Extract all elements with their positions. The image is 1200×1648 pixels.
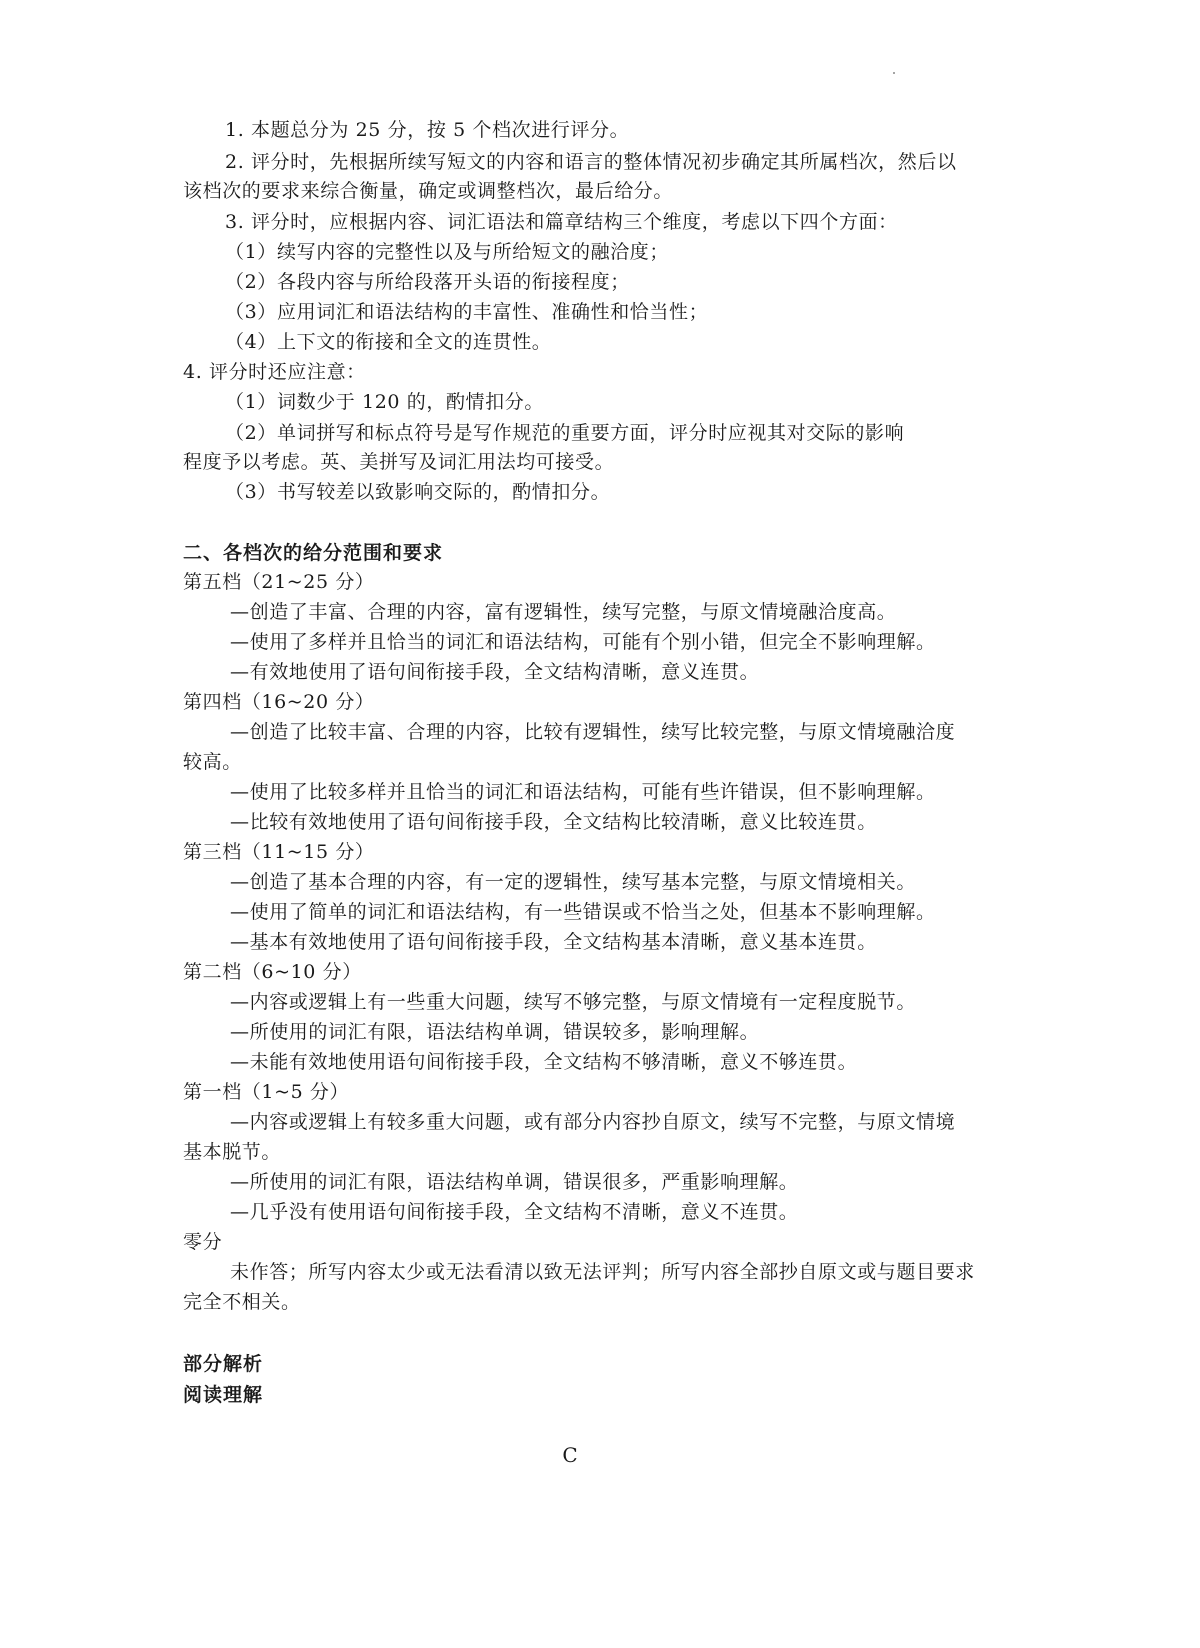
level-5-line-1: —创造了丰富、合理的内容，富有逻辑性，续写完整，与原文情境融洽度高。	[230, 601, 897, 623]
item-text: 续写内容的完整性以及与所给短文的融洽度；	[277, 241, 670, 263]
rule-3-item-4	[225, 330, 551, 354]
level-3-line-2: —使用了简单的词汇和语法结构，有一些错误或不恰当之处，但基本不影响理解。	[230, 901, 936, 923]
level-4-title: 第四档（16~20 分）	[183, 691, 375, 713]
item-text: 单词拼写和标点符号是写作规范的重要方面，评分时应视其对交际的影响	[277, 422, 905, 444]
scan-speck	[893, 72, 895, 74]
level-1-line-3: —几乎没有使用语句间衔接手段，全文结构不清晰，意义不连贯。	[230, 1201, 799, 1223]
rule-4: 4. 评分时还应注意：	[183, 361, 366, 383]
level-4-line-1: —创造了比较丰富、合理的内容，比较有逻辑性，续写比较完整，与原文情境融洽度	[230, 721, 956, 743]
level-1-line-2: —所使用的词汇有限，语法结构单调，错误很多，严重影响理解。	[230, 1171, 799, 1193]
item-number: （1）	[225, 391, 277, 413]
item-number: （1）	[225, 241, 277, 263]
level-3-line-1: —创造了基本合理的内容，有一定的逻辑性，续写基本完整，与原文情境相关。	[230, 871, 917, 893]
rule-3-item-3	[225, 300, 708, 324]
rule-3: 3. 评分时，应根据内容、词汇语法和篇章结构三个维度，考虑以下四个方面：	[225, 211, 898, 233]
section-2-heading: 二、各档次的给分范围和要求	[183, 542, 444, 564]
analysis-heading: 部分解析	[183, 1353, 264, 1375]
level-2-title: 第二档（6~10 分）	[183, 961, 362, 983]
item-text: 应用词汇和语法结构的丰富性、准确性和恰当性；	[277, 301, 709, 323]
rule-2-line-2: 该档次的要求来综合衡量，确定或调整档次，最后给分。	[183, 180, 674, 202]
item-number: （3）	[225, 301, 277, 323]
item-text: 书写较差以致影响交际的，酌情扣分。	[277, 481, 611, 503]
level-5-title: 第五档（21~25 分）	[183, 571, 375, 593]
item-text: 各段内容与所给段落开头语的衔接程度；	[277, 271, 630, 293]
rule-3-item-2	[225, 270, 630, 294]
reading-comprehension-heading: 阅读理解	[183, 1384, 264, 1406]
level-1-line-1-continued: 基本脱节。	[183, 1141, 282, 1163]
rule-2-line-1: 2. 评分时，先根据所续写短文的内容和语言的整体情况初步确定其所属档次，然后以	[225, 151, 957, 173]
level-5-line-2: —使用了多样并且恰当的词汇和语法结构，可能有个别小错，但完全不影响理解。	[230, 631, 936, 653]
level-2-line-2: —所使用的词汇有限，语法结构单调，错误较多，影响理解。	[230, 1021, 760, 1043]
rule-4-item-1	[225, 390, 544, 414]
level-1-title: 第一档（1~5 分）	[183, 1081, 350, 1103]
item-number: （2）	[225, 271, 277, 293]
level-2-line-1: —内容或逻辑上有一些重大问题，续写不够完整，与原文情境有一定程度脱节。	[230, 991, 917, 1013]
level-1-line-1: —内容或逻辑上有较多重大问题，或有部分内容抄自原文，续写不完整，与原文情境	[230, 1111, 956, 1133]
item-number: （4）	[225, 331, 277, 353]
level-4-line-3: —比较有效地使用了语句间衔接手段，全文结构比较清晰，意义比较连贯。	[230, 811, 877, 833]
level-4-line-1-continued: 较高。	[183, 751, 242, 773]
level-0-line-1: 未作答；所写内容太少或无法看清以致无法评判；所写内容全部抄自原文或与题目要求	[230, 1261, 975, 1283]
item-number: （2）	[225, 422, 277, 444]
item-number: （3）	[225, 481, 277, 503]
rule-4-item-2-continued: 程度予以考虑。英、美拼写及词汇用法均可接受。	[183, 451, 615, 473]
level-0-title: 零分	[183, 1231, 223, 1253]
level-3-line-3: —基本有效地使用了语句间衔接手段，全文结构基本清晰，意义基本连贯。	[230, 931, 877, 953]
rule-4-item-2	[225, 421, 904, 445]
level-0-line-1-continued: 完全不相关。	[183, 1291, 301, 1313]
level-5-line-3: —有效地使用了语句间衔接手段，全文结构清晰，意义连贯。	[230, 661, 760, 683]
rule-4-item-3	[225, 480, 610, 504]
rule-3-item-1	[225, 240, 669, 264]
level-3-title: 第三档（11~15 分）	[183, 841, 375, 863]
rule-1: 1. 本题总分为 25 分，按 5 个档次进行评分。	[225, 119, 630, 141]
item-text: 词数少于 120 的，酌情扣分。	[277, 391, 544, 413]
level-2-line-3: —未能有效地使用语句间衔接手段，全文结构不够清晰，意义不够连贯。	[230, 1051, 858, 1073]
passage-label: C	[562, 1443, 578, 1467]
item-text: 上下文的衔接和全文的连贯性。	[277, 331, 552, 353]
level-4-line-2: —使用了比较多样并且恰当的词汇和语法结构，可能有些许错误，但不影响理解。	[230, 781, 936, 803]
